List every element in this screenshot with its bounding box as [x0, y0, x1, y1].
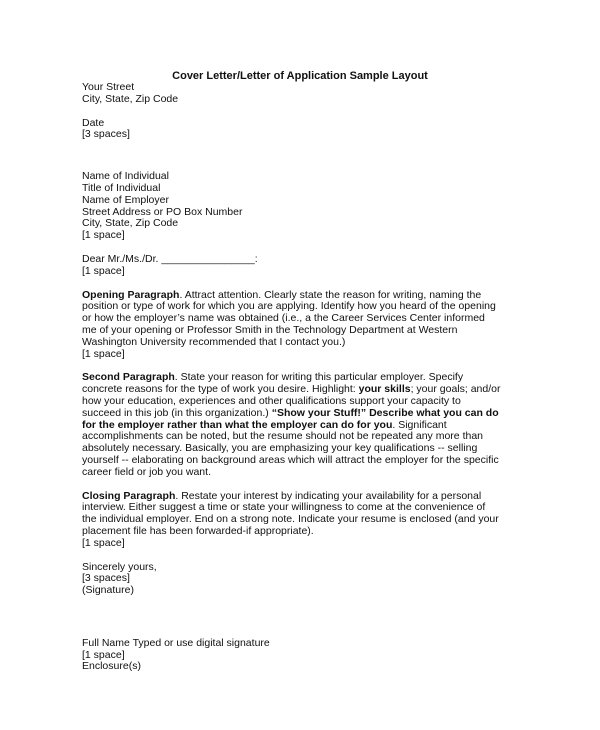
recipient-address: Street Address or PO Box Number: [82, 205, 243, 218]
second-paragraph: [82, 372, 502, 478]
second-bold-skills: your skills: [358, 383, 411, 396]
enclosures: Enclosure(s): [82, 660, 141, 673]
letter-body: [82, 82, 502, 673]
closing-heading: Closing Paragraph: [82, 489, 176, 502]
typed-full-name: Full Name Typed or use digital signature: [82, 636, 270, 649]
salutation-spaces-note: [1 space]: [82, 264, 125, 277]
document-title: Cover Letter/Letter of Application Sample Layout: [172, 70, 428, 82]
second-text-3: . Significant accomplishments can be noted, but the resume should not be repeated any more than absolutely necessary. Basically, you are emphasizing your key qualifications -- selling yourself -- elaborating on background areas which will attract the employer for the specific career field or job you want.: [82, 418, 499, 478]
sender-street: Your Street: [82, 81, 135, 93]
signature-placeholder: (Signature): [82, 584, 134, 597]
opening-paragraph: [82, 290, 502, 349]
signoff-spaces-note: [3 spaces]: [82, 572, 130, 585]
second-text-1: . State your reason for writing this particular employer. Specify concrete reasons for the type of work you desire. Highlight:: [82, 371, 464, 396]
date-label: Date: [82, 116, 105, 129]
opening-heading: Opening Paragraph: [82, 288, 180, 301]
recipient-title: Title of Individual: [82, 181, 161, 194]
salutation: Dear Mr./Ms./Dr. ________________:: [82, 252, 258, 265]
closing-text: . Restate your interest by indicating your availability for a personal interview. Either suggest a time or state your willingness to come at the convenience of the individual employer. End on a strong note. Indicate your resume is enclosed (and your placement file has been forwarded-if appropriate).: [82, 489, 499, 537]
opening-spaces-note: [1 space]: [82, 347, 125, 360]
second-bold-show-stuff: “Show your Stuff!” Describe what you can do for the employer rather than what the employer can do for you: [82, 406, 499, 431]
closing-paragraph: [82, 491, 502, 538]
recipient-name: Name of Individual: [82, 170, 169, 183]
closing-spaces-note: [1 space]: [82, 536, 125, 549]
recipient-employer: Name of Employer: [82, 193, 169, 206]
footer-spaces-note: [1 space]: [82, 648, 125, 661]
recipient-spaces-note: [1 space]: [82, 229, 125, 242]
second-heading: Second Paragraph: [82, 371, 175, 384]
signoff: Sincerely yours,: [82, 560, 157, 573]
sender-city: City, State, Zip Code: [82, 92, 179, 105]
opening-text: . Attract attention. Clearly state the reason for writing, naming the position or type of work for which you are applying. Identify how you heard of the opening or how the employer’s name was obtained (i.e., a the Career Services Center informed me of your opening or Professor Smith in the Technology Department at Western Washington University recommended that I contact you.): [82, 288, 496, 348]
second-text-2: ; your goals; and/or how your education, experiences and other qualifications support your capacity to succeed in this job (in this organization.): [82, 383, 501, 419]
date-spaces-note: [3 spaces]: [82, 128, 130, 141]
recipient-city: City, State, Zip Code: [82, 217, 179, 230]
